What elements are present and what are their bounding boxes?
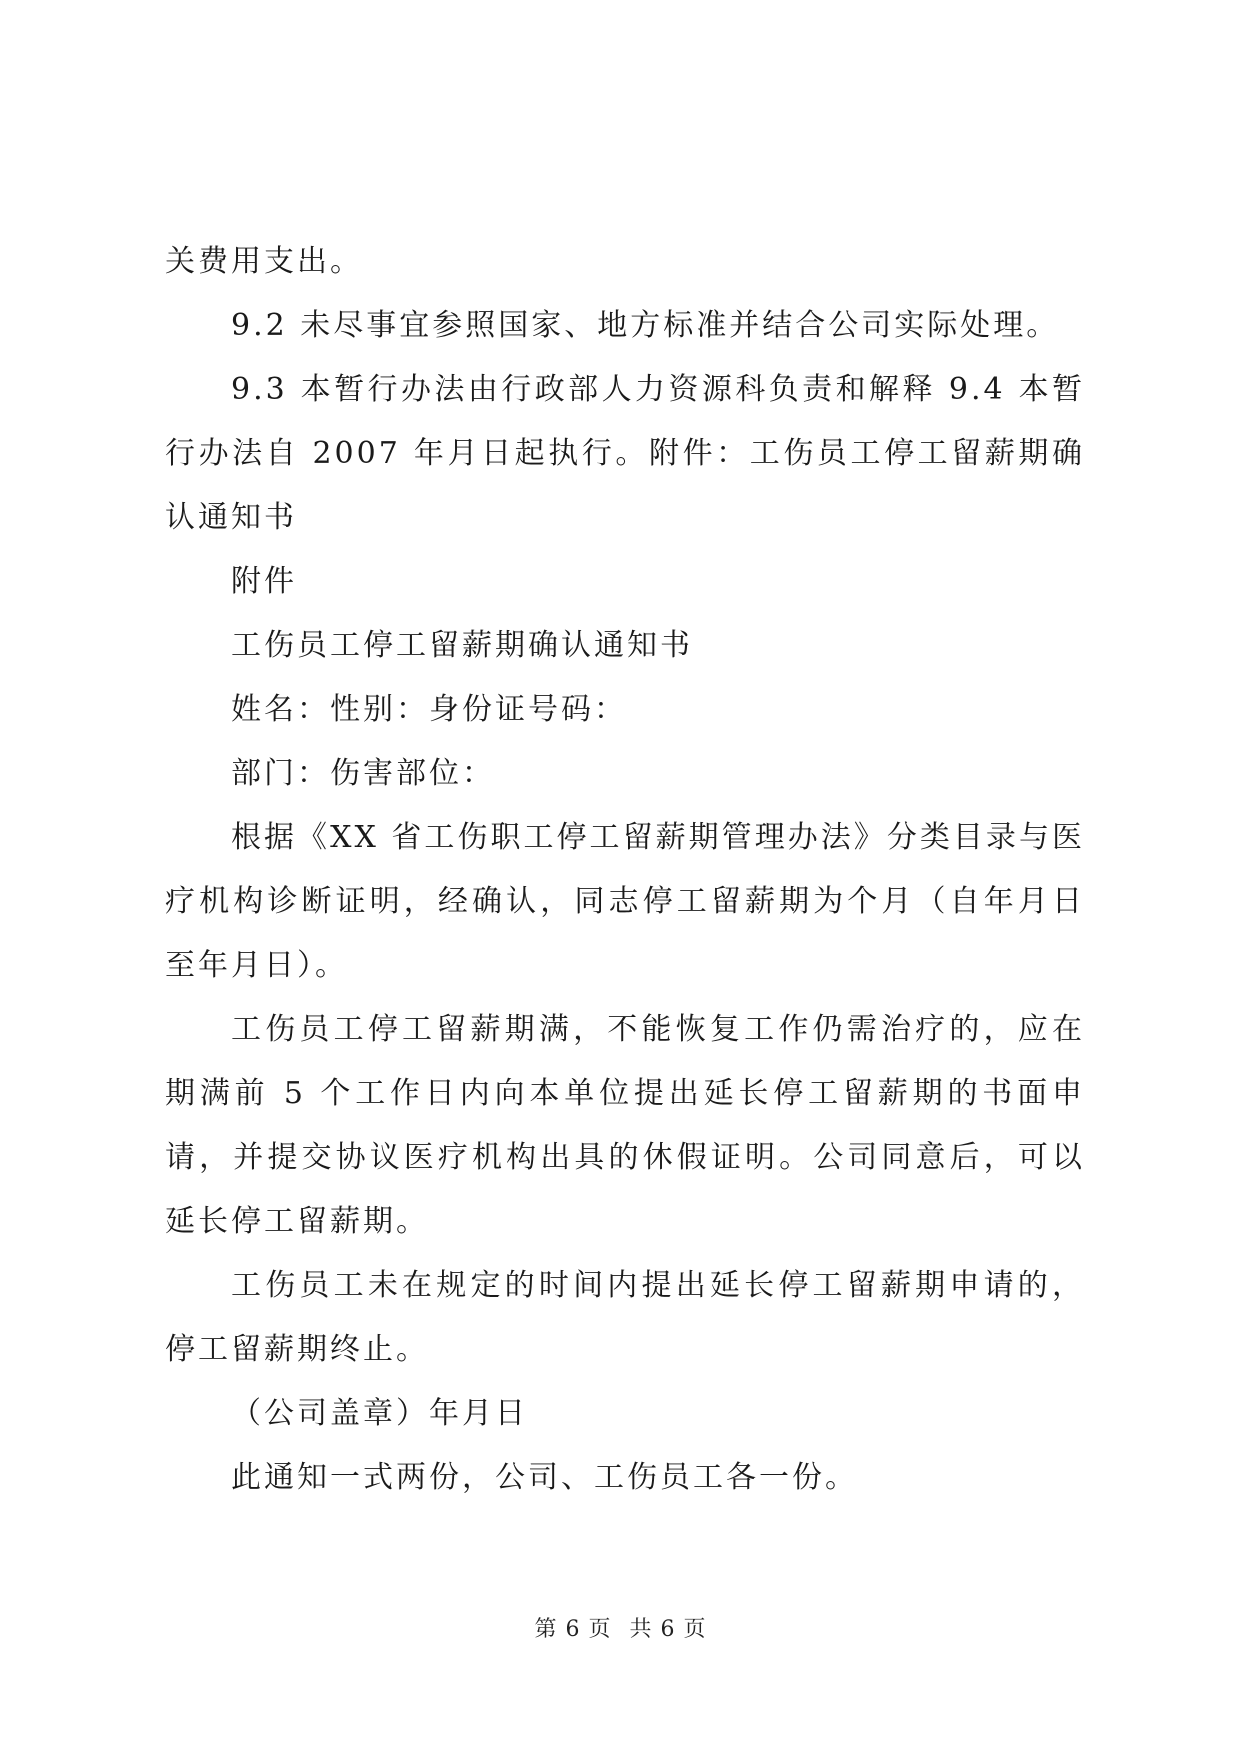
paragraph-termination: 工伤员工未在规定的时间内提出延长停工留薪期申请的，停工留薪期终止。 (165, 1268, 1085, 1367)
paragraph-confirmation: 根据《XX 省工伤职工停工留薪期管理办法》分类目录与医疗机构诊断证明，经确认，同志停工留薪期为个月（自年月日至年月日）。 (165, 820, 1085, 983)
form-line-department: 部门：伤害部位： (231, 756, 495, 791)
document-body (165, 230, 1085, 1510)
page-number: 第 6 页 (534, 1617, 612, 1642)
attachment-label: 附件 (231, 564, 297, 599)
page-footer (0, 1612, 1241, 1643)
page-total: 共 6 页 (629, 1617, 707, 1642)
paragraph-extension: 工伤员工停工留薪期满，不能恢复工作仍需治疗的，应在期满前 5 个工作日内向本单位提出延长停工留薪期的书面申请，并提交协议医疗机构出具的休假证明。公司同意后，可以延长停工留薪期。 (165, 1012, 1085, 1239)
form-line-personal: 姓名：性别：身份证号码： (231, 692, 627, 727)
copies-note: 此通知一式两份，公司、工伤员工各一份。 (231, 1460, 858, 1495)
paragraph-9-2: 9.2 未尽事宜参照国家、地方标准并结合公司实际处理。 (231, 308, 1060, 343)
company-seal-line: （公司盖章）年月日 (231, 1396, 528, 1431)
paragraph-continuation: 关费用支出。 (165, 244, 363, 279)
paragraph-9-3: 9.3 本暂行办法由行政部人力资源科负责和解释 9.4 本暂行办法自 2007 年月日起执行。附件：工伤员工停工留薪期确认通知书 (165, 372, 1085, 535)
attachment-title: 工伤员工停工留薪期确认通知书 (231, 628, 693, 663)
